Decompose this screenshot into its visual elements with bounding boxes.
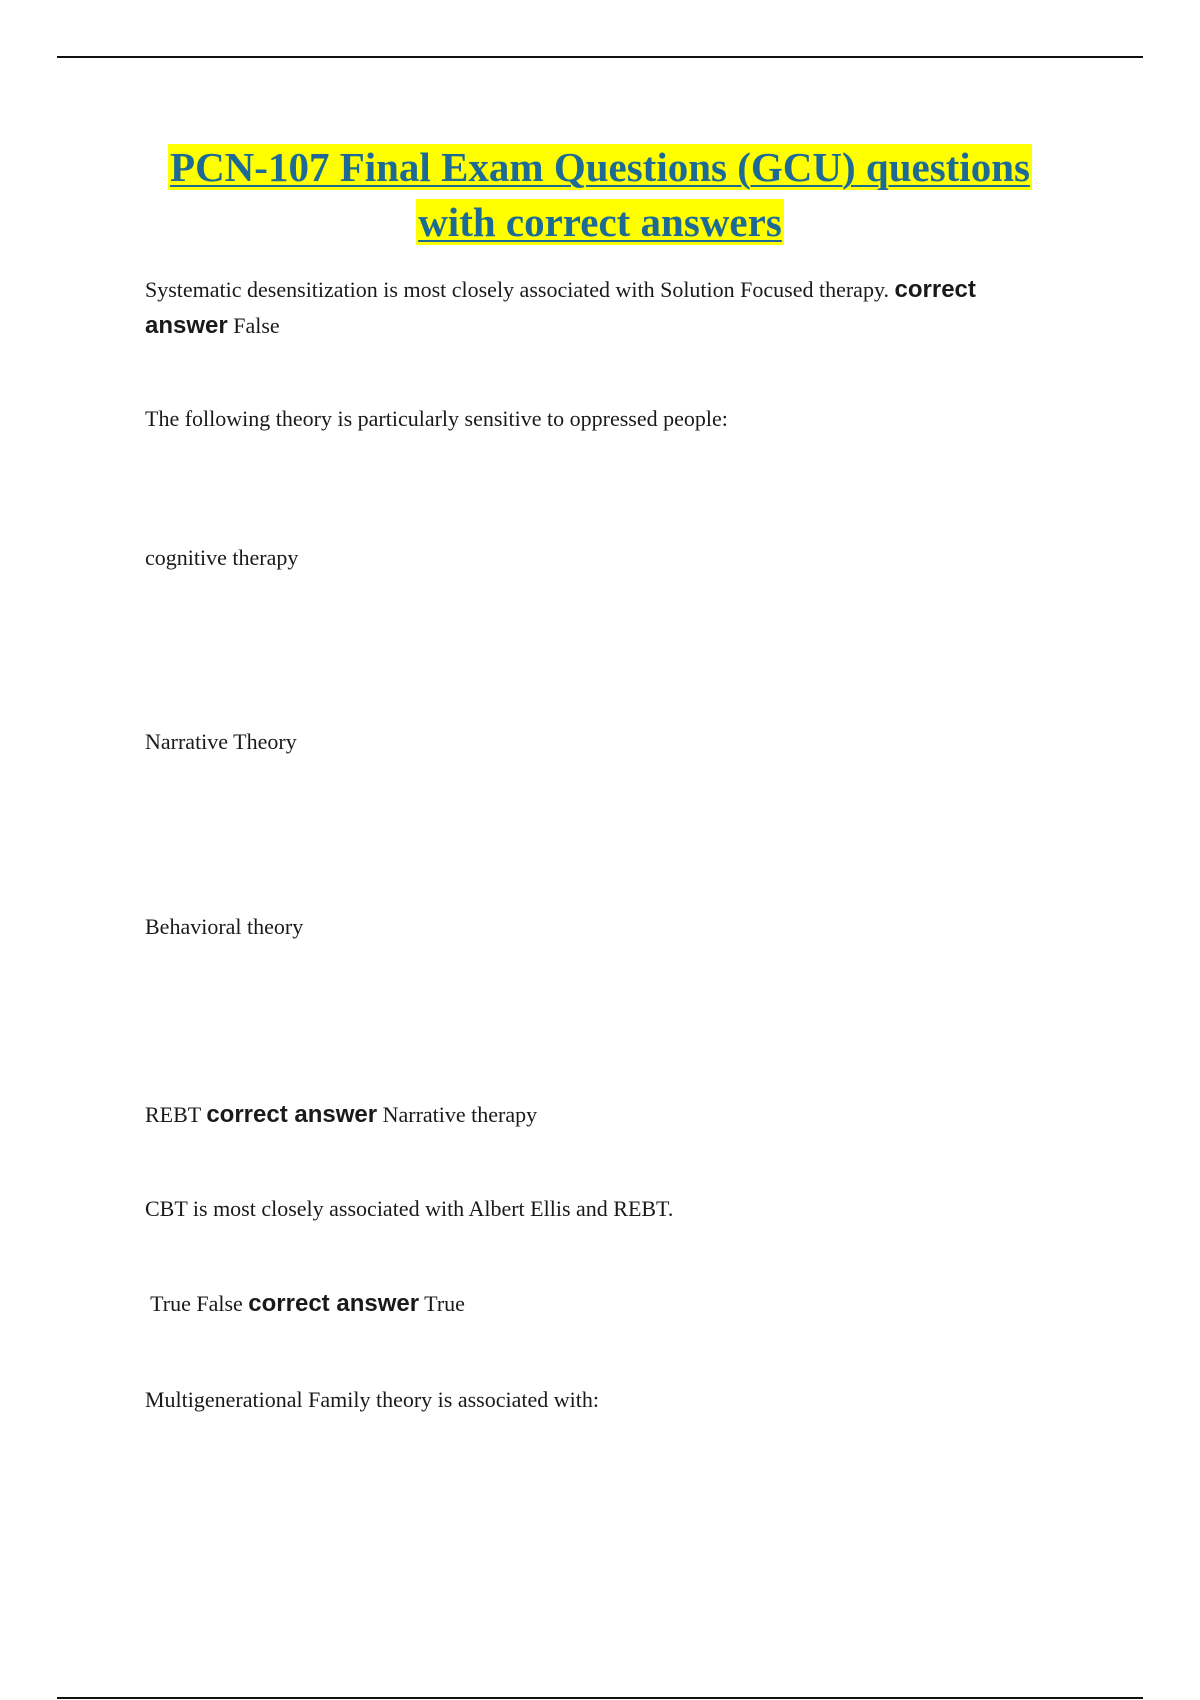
page-title [100, 140, 1100, 250]
question-3-options [145, 1286, 1065, 1322]
option-text: REBT [145, 1102, 201, 1127]
answer-text: True [424, 1291, 465, 1316]
question-text: Systematic desensitization is most closely associated with Solution Focused therapy. [145, 277, 890, 302]
question-text: CBT is most closely associated with Albert Ellis and REBT. [145, 1196, 674, 1221]
question-text: The following theory is particularly sensitive to oppressed people: [145, 406, 728, 431]
option-text: True False [145, 1291, 243, 1316]
question-1 [145, 272, 1065, 344]
title-line-1: PCN-107 Final Exam Questions (GCU) questions [170, 144, 1030, 190]
header-rule [57, 56, 1143, 58]
option-text: Behavioral theory [145, 914, 304, 939]
answer-text: False [233, 313, 280, 338]
question-2 [145, 401, 1065, 437]
answer-text: Narrative therapy [382, 1102, 538, 1127]
answer-label: correct answer [248, 1290, 420, 1317]
question-text: Multigenerational Family theory is associated with: [145, 1387, 599, 1412]
option-text: cognitive therapy [145, 545, 299, 570]
option-cognitive-therapy [145, 540, 1065, 576]
question-4 [145, 1382, 1065, 1418]
option-text: Narrative Theory [145, 729, 297, 754]
option-behavioral-theory [145, 909, 1065, 945]
option-narrative-theory [145, 724, 1065, 760]
footer-rule [57, 1697, 1143, 1699]
answer-label: correct answer [206, 1101, 378, 1128]
option-rebt [145, 1097, 1065, 1133]
answer-label: correct answer [145, 276, 976, 339]
title-line-2: with correct answers [418, 199, 782, 245]
question-3 [145, 1191, 1065, 1227]
